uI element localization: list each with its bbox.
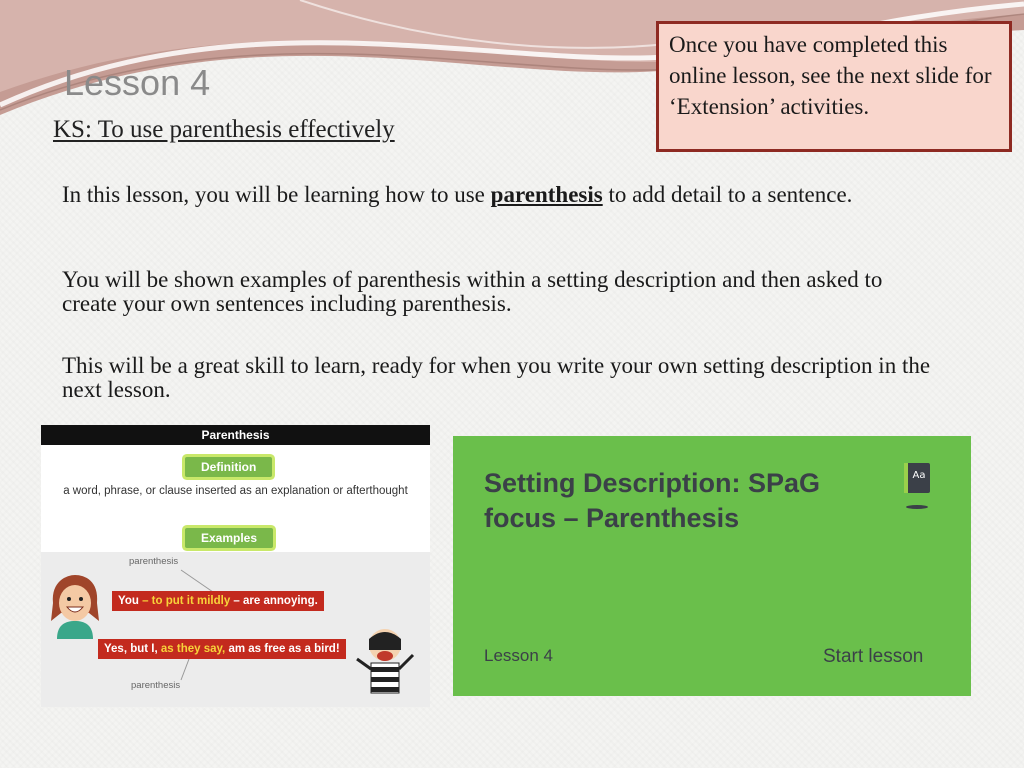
intro-paragraph: In this lesson, you will be learning how to use parenthesis to add detail to a sentence. [62,182,853,207]
parenthesis-keyword: parenthesis [490,182,603,207]
robber-cartoon-icon [355,625,417,701]
lesson-video-thumbnail[interactable] [453,436,971,696]
thumb-header: Parenthesis [41,425,430,445]
example-sentence-2: Yes, but I, as they say, am as free as a bird! [98,639,346,659]
page-title: Lesson 4 [64,62,211,103]
lesson-objective: KS: To use parenthesis effectively [53,116,395,143]
video-title: Setting Description: SPaG focus – Parenthesis [484,468,821,533]
svg-text:Aa: Aa [912,470,926,481]
definition-text: a word, phrase, or clause inserted as an explanation or afterthought [63,485,408,497]
parenthesis-tag-bottom: parenthesis [131,680,181,691]
skill-paragraph: This will be a great skill to learn, ready for when you write your own setting description in the next lesson. [62,353,931,402]
book-icon [902,463,932,511]
parenthesis-definition-image [41,425,430,707]
definition-label: Definition [185,457,272,477]
start-lesson-button[interactable]: Start lesson [823,646,924,667]
examples-paragraph: You will be shown examples of parenthesis within a setting description and then asked to create your own sentences including parenthesis. [62,267,883,316]
parenthesis-tag-top: parenthesis [129,556,179,567]
video-lesson-number: Lesson 4 [484,646,553,665]
extension-note-box: Once you have completed this online lesson, see the next slide for ‘Extension’ activities. [656,21,1012,152]
example-sentence-1: You – to put it mildly – are annoying. [112,591,324,611]
examples-label: Examples [185,528,273,548]
girl-cartoon-icon [49,573,101,639]
